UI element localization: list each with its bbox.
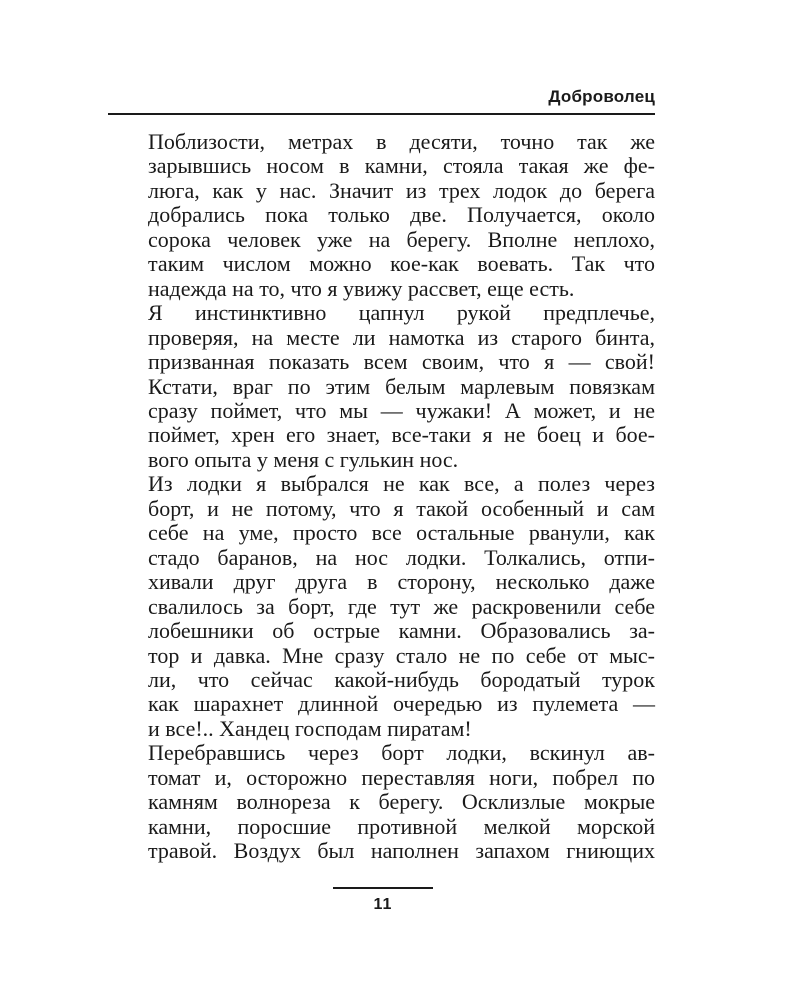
text-line: поймет, хрен его знает, все-таки я не боец и бое- [148, 422, 655, 448]
text-line: камни, поросшие противной мелкой морской [148, 813, 655, 839]
text-line: Поблизости, метрах в десяти, точно так же [148, 129, 655, 154]
text-line: камням волнореза к берегу. Осклизлые мокрые [148, 789, 655, 815]
text-line: сорока человек уже на берегу. Вполне неплохо, [148, 226, 655, 252]
paragraph [108, 741, 655, 863]
paragraph [108, 472, 655, 741]
text-line: надежда на то, что я увижу рассвет, еще есть. [148, 275, 575, 301]
text-line: свалилось за борт, где тут же раскровенили себе [148, 593, 655, 619]
text-line: стадо баранов, на нос лодки. Толкались, отпи- [148, 544, 655, 570]
page-number: 11 [373, 896, 393, 913]
footer-rule [333, 887, 433, 889]
text-line: вого опыта у меня с гулькин нос. [148, 446, 459, 472]
text-line: Из лодки я выбрался не как все, а полез через [148, 471, 655, 497]
text-line: Перебравшись через борт лодки, вскинул ав- [148, 740, 655, 766]
text-line: добрались пока только две. Получается, около [148, 202, 655, 228]
text-line: травой. Воздух был наполнен запахом гниющих [148, 838, 655, 864]
text-line: сразу поймет, что мы — чужаки! А может, и не [148, 397, 655, 423]
text-line: томат и, осторожно переставляя ноги, побрел по [148, 764, 655, 790]
text-line: люга, как у нас. Значит из трех лодок до берега [148, 177, 655, 203]
text-line: проверяя, на месте ли намотка из старого бинта, [148, 324, 655, 350]
text-line: ли, что сейчас какой-нибудь бородатый турок [148, 666, 655, 692]
text-line: призванная показать всем своим, что я — свой! [148, 349, 655, 375]
text-line: тор и давка. Мне сразу стало не по себе от мыс- [148, 642, 655, 668]
text-line: Я инстинктивно цапнул рукой предплечье, [148, 300, 655, 326]
text-line: Кстати, враг по этим белым марлевым повязкам [148, 373, 655, 399]
text-line: и все!.. Хандец господам пиратам! [148, 715, 472, 741]
text-line: как шарахнет длинной очередью из пулемета — [148, 691, 655, 717]
header-rule [108, 113, 655, 115]
text-line: хивали друг друга в сторону, несколько даже [148, 569, 655, 595]
text-line: борт, и не потому, что я такой особенный и сам [148, 495, 655, 521]
running-title: Доброволец [548, 87, 655, 106]
text-line: таким числом можно кое-как воевать. Так что [148, 251, 655, 277]
text-line: зарывшись носом в камни, стояла такая же фе- [148, 153, 655, 179]
text-line: себе на уме, просто все остальные рванули, как [148, 520, 655, 546]
paragraph [108, 130, 655, 301]
text-line: лобешники об острые камни. Образовались за- [148, 618, 655, 644]
paragraph [108, 301, 655, 472]
body-text [108, 130, 655, 864]
